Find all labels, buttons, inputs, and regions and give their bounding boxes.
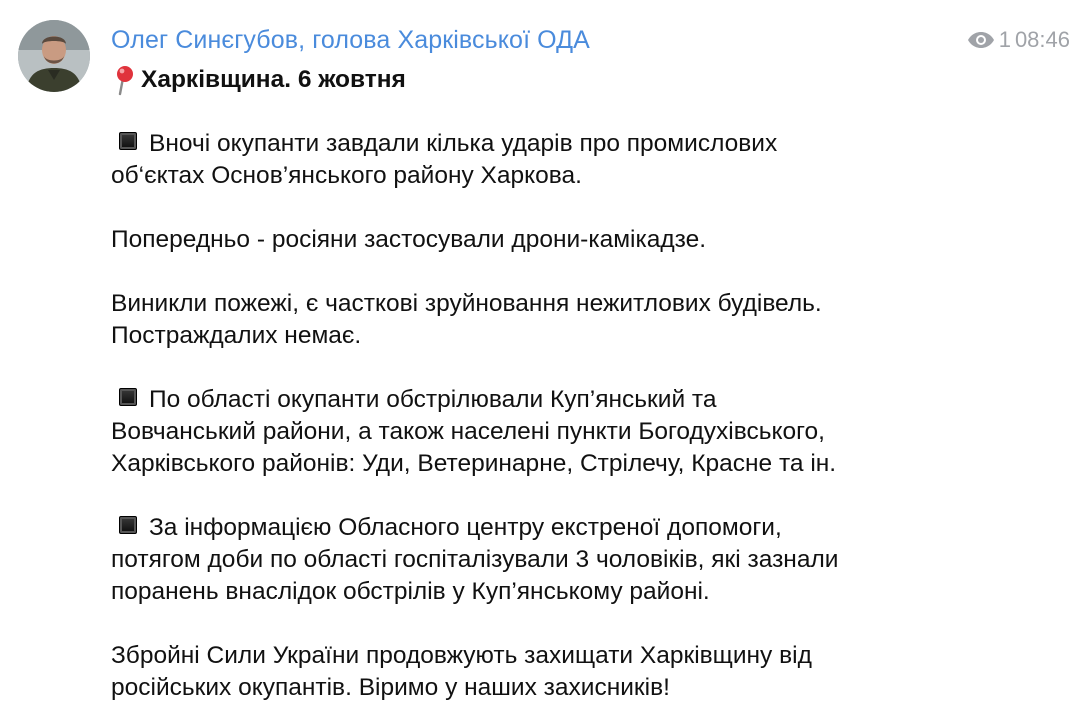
paragraph-line: Постраждалих немає. [111,322,362,349]
author-name[interactable]: Олег Синєгубов, голова Харківської ОДА [111,26,590,54]
paragraph-line: Попередньо - росіяни застосували дрони-камікадзе. [111,226,707,253]
black-square-icon [119,516,137,534]
paragraph-2 [111,224,1061,256]
post-title-text: Харківщина. 6 жовтня [141,66,406,93]
post-body [111,64,1061,722]
paragraph-5 [111,512,1061,608]
post-time: 08:46 [1014,27,1070,52]
paragraph-line: об‘єктах Основ’янського району Харкова. [111,162,582,189]
paragraph-line: Виникли пожежі, є часткові зруйновання нежитлових будівель. [111,290,822,317]
paragraph-line: Збройні Сили України продовжують захищати Харківщину від [111,642,812,669]
paragraph-line: поранень внаслідок обстрілів у Куп’янському районі. [111,578,710,605]
paragraph-1 [111,128,1061,192]
round-pushpin-icon [111,64,137,96]
post-meta [967,24,1070,56]
paragraph-line: потягом доби по області госпіталізували 3 чоловіків, які зазнали [111,546,839,573]
paragraph-line: Вночі окупанти завдали кілька ударів про промислових [149,130,778,157]
ukraine-flag-icon [681,674,711,696]
paragraph-line: По області окупанти обстрілювали Куп’янський та [149,386,717,413]
person-avatar-icon [18,20,90,92]
paragraph-4 [111,384,1061,480]
paragraph-line: Харківського районів: Уди, Ветеринарне, Стрілечу, Красне та ін. [111,450,837,477]
black-square-icon [119,388,137,406]
black-square-icon [119,132,137,150]
paragraph-6 [111,640,1061,704]
views-count: 1 [998,27,1011,52]
paragraph-line: російських окупантів. Віримо у наших захисників! [111,674,670,701]
paragraph-line: За інформацією Обласного центру екстреної допомоги, [149,514,782,541]
post-title [111,64,1061,96]
paragraph-3 [111,288,1061,352]
paragraph-line: Вовчанський райони, а також населені пункти Богодухівського, [111,418,825,445]
eye-icon [967,31,995,49]
author-avatar[interactable] [18,20,90,92]
